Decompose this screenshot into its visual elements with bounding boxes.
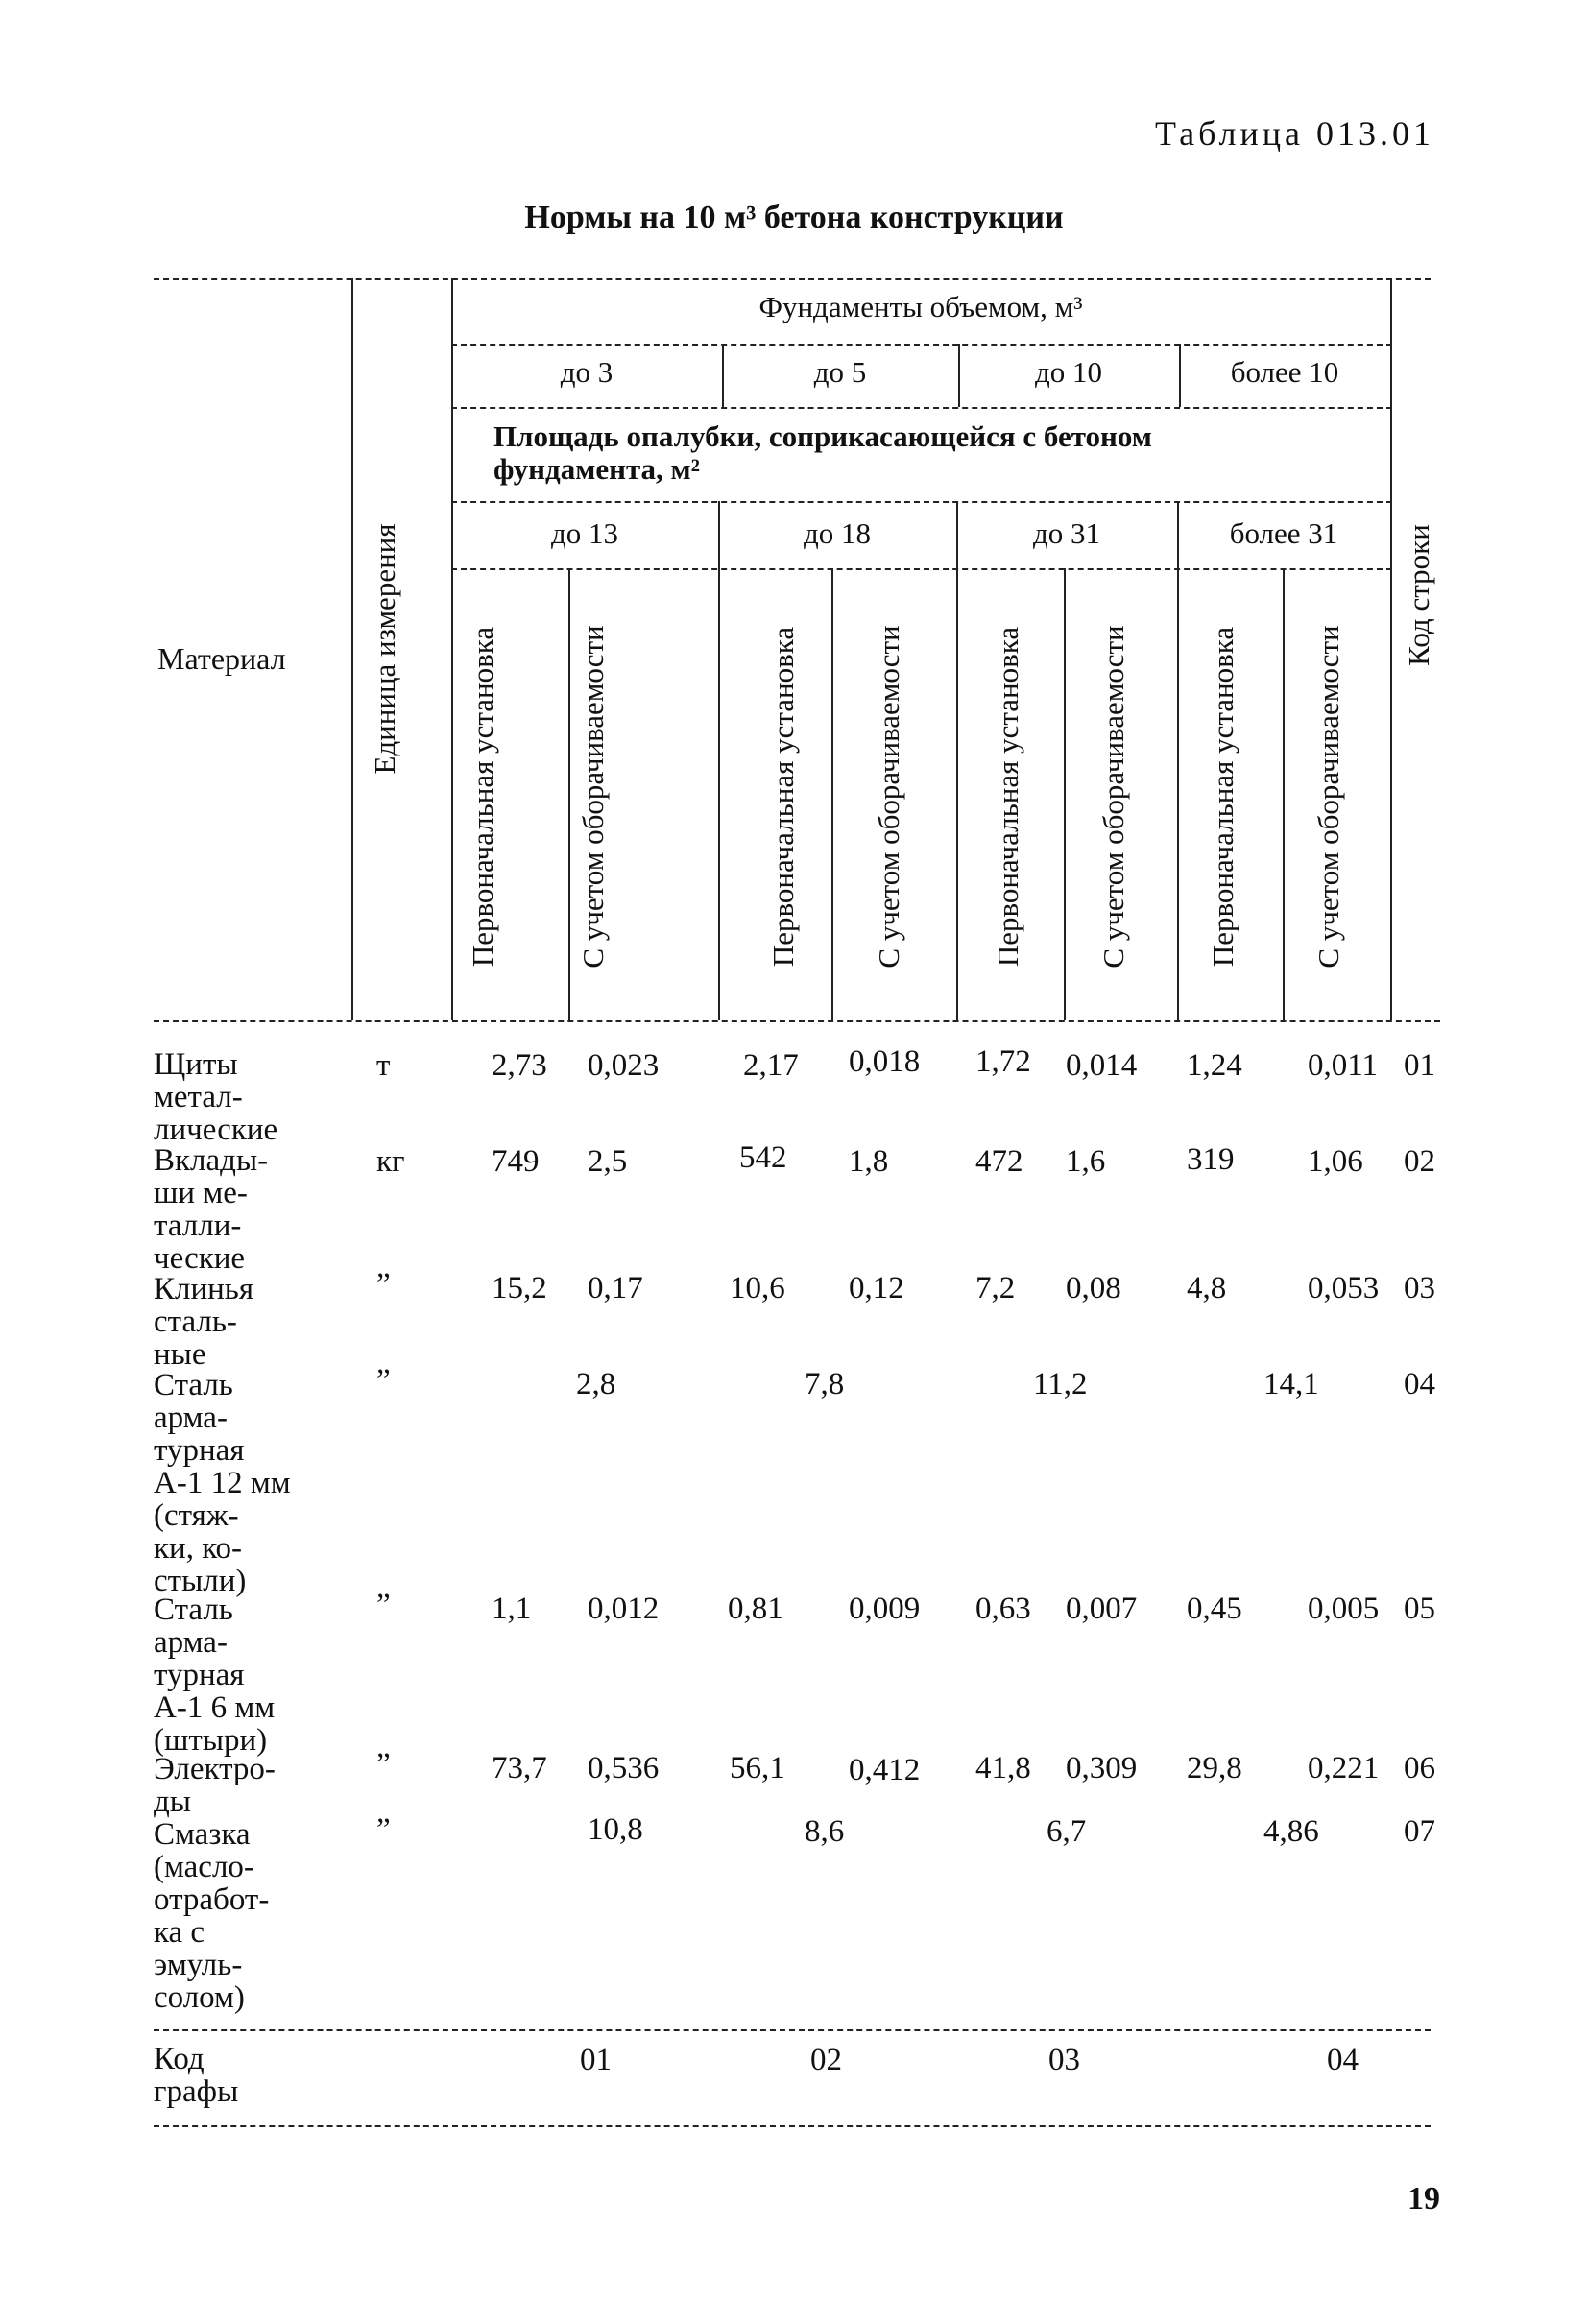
row-06-material: Электро- ды (154, 1752, 276, 1819)
col-sep-area-2 (956, 501, 958, 1020)
row-01-v2: 0,023 (588, 1048, 660, 1083)
row-01-material: Щиты метал- лические (154, 1047, 278, 1147)
row-05-v2: 0,012 (588, 1592, 660, 1626)
header-rule-area (451, 501, 1392, 503)
row-01-v7: 1,24 (1187, 1048, 1242, 1083)
col-sep-code (1390, 278, 1392, 1020)
header-area-group-line-2: фундамента, м² (493, 452, 700, 486)
row-07-merged-3: 6,7 (1047, 1814, 1087, 1849)
area-range-4: более 31 (1229, 516, 1338, 550)
row-05-v4: 0,009 (849, 1592, 921, 1626)
table-label: Таблица 013.01 (1155, 114, 1434, 153)
row-03-v8: 0,053 (1308, 1271, 1380, 1306)
row-07-merged-1: 10,8 (588, 1812, 643, 1847)
row-01-v3: 2,17 (743, 1048, 799, 1083)
row-01-v4: 0,018 (849, 1044, 921, 1079)
sub-turnover-3: С учетом оборачиваемости (1096, 625, 1130, 969)
row-01-code: 01 (1404, 1048, 1435, 1083)
footer-top-rule (154, 2029, 1431, 2031)
col-sep-sub-2 (831, 568, 833, 1020)
row-03-unit: ” (376, 1267, 391, 1302)
row-02-code: 02 (1404, 1144, 1435, 1179)
row-04-merged-3: 11,2 (1033, 1367, 1088, 1402)
row-06-v4: 0,412 (849, 1753, 921, 1787)
header-rule-volume-ranges (451, 407, 1392, 409)
row-04-code: 04 (1404, 1367, 1435, 1402)
row-01-unit: т (376, 1048, 391, 1083)
row-01-v1: 2,73 (492, 1048, 547, 1083)
col-sep-sub-3 (1064, 568, 1066, 1020)
row-06-v7: 29,8 (1187, 1751, 1242, 1785)
page-number: 19 (1408, 2181, 1440, 2216)
row-02-v3: 542 (739, 1140, 787, 1175)
row-02-v4: 1,8 (849, 1144, 889, 1179)
footer-code-3: 03 (1048, 2043, 1080, 2077)
row-06-v5: 41,8 (975, 1751, 1031, 1785)
row-07-code: 07 (1404, 1814, 1435, 1849)
row-01-v5: 1,72 (975, 1044, 1031, 1079)
footer-code-2: 02 (810, 2043, 842, 2077)
row-04-unit: ” (376, 1363, 391, 1398)
row-04-merged-4: 14,1 (1263, 1367, 1319, 1402)
row-07-merged-4: 4,86 (1263, 1814, 1319, 1849)
row-04-material: Сталь арма- турная А-1 12 мм (стяж- ки, ко- стыли) (154, 1368, 291, 1598)
row-05-v8: 0,005 (1308, 1592, 1380, 1626)
sub-first-2: Первоначальная установка (766, 626, 800, 968)
header-volume-group: Фундаменты объемом, м³ (758, 290, 1083, 323)
row-02-material: Вклады- ши ме- талли- ческие (154, 1143, 269, 1276)
row-06-v8: 0,221 (1308, 1751, 1380, 1785)
row-03-v7: 4,8 (1187, 1271, 1227, 1306)
row-07-material: Смазка (масло- отработ- ка с эмуль- солом) (154, 1817, 270, 2015)
row-05-v3: 0,81 (728, 1592, 783, 1626)
row-06-v1: 73,7 (492, 1751, 547, 1785)
row-07-unit: ” (376, 1812, 391, 1847)
row-02-v8: 1,06 (1308, 1144, 1363, 1179)
header-unit: Единица измерения (368, 523, 401, 775)
area-range-3: до 31 (1032, 516, 1101, 550)
footer-bottom-rule (154, 2125, 1431, 2127)
header-bottom-rule (154, 1020, 1440, 1022)
row-06-v6: 0,309 (1066, 1751, 1138, 1785)
sub-first-1: Первоначальная установка (466, 626, 499, 968)
col-sep-area-1 (718, 501, 720, 1020)
header-area-group-line-1: Площадь опалубки, соприкасающейся с бетоном (493, 419, 1152, 453)
row-02-v7: 319 (1187, 1142, 1235, 1177)
row-02-unit: кг (376, 1144, 405, 1179)
header-rule-area-ranges (451, 568, 1392, 570)
row-06-v3: 56,1 (730, 1751, 785, 1785)
row-02-v6: 1,6 (1066, 1144, 1106, 1179)
header-top-rule (154, 278, 1431, 280)
row-04-merged-1: 2,8 (576, 1367, 616, 1402)
row-03-material: Клинья сталь- ные (154, 1272, 254, 1372)
row-03-v1: 15,2 (492, 1271, 547, 1306)
col-sep-sub-1 (568, 568, 570, 1020)
footer-code-4: 04 (1327, 2043, 1359, 2077)
row-01-v6: 0,014 (1066, 1048, 1138, 1083)
row-02-v5: 472 (975, 1144, 1023, 1179)
row-05-material: Сталь арма- турная А-1 6 мм (штыри) (154, 1593, 276, 1758)
row-02-v2: 2,5 (588, 1144, 628, 1179)
area-range-2: до 18 (803, 516, 872, 550)
col-sep-material (351, 278, 353, 1020)
row-02-v1: 749 (492, 1144, 540, 1179)
volume-range-2: до 5 (813, 355, 867, 389)
sub-turnover-1: С учетом оборачиваемости (576, 625, 610, 969)
row-05-v6: 0,007 (1066, 1592, 1138, 1626)
row-06-unit: ” (376, 1747, 391, 1782)
page-title: Нормы на 10 м³ бетона конструкции (524, 200, 1064, 235)
row-01-v8: 0,011 (1308, 1048, 1379, 1083)
row-06-v2: 0,536 (588, 1751, 660, 1785)
row-05-unit: ” (376, 1588, 391, 1622)
footer-code-1: 01 (580, 2043, 612, 2077)
row-05-v7: 0,45 (1187, 1592, 1242, 1626)
row-06-code: 06 (1404, 1751, 1435, 1785)
header-rule-volume (451, 344, 1392, 346)
row-03-v5: 7,2 (975, 1271, 1016, 1306)
volume-range-3: до 10 (1034, 355, 1103, 389)
footer-label: Код графы (154, 2042, 239, 2109)
row-03-code: 03 (1404, 1271, 1435, 1306)
col-sep-sub-4 (1283, 568, 1285, 1020)
row-05-code: 05 (1404, 1592, 1435, 1626)
sub-turnover-2: С учетом оборачиваемости (872, 625, 905, 969)
row-03-v4: 0,12 (849, 1271, 904, 1306)
row-05-v5: 0,63 (975, 1592, 1031, 1626)
row-03-v2: 0,17 (588, 1271, 643, 1306)
row-04-merged-2: 7,8 (805, 1367, 845, 1402)
row-05-v1: 1,1 (492, 1592, 532, 1626)
col-sep-area-3 (1177, 501, 1179, 1020)
header-material: Материал (157, 641, 286, 676)
sub-first-4: Первоначальная установка (1206, 626, 1239, 968)
area-range-1: до 13 (550, 516, 619, 550)
row-03-v6: 0,08 (1066, 1271, 1121, 1306)
row-07-merged-2: 8,6 (805, 1814, 845, 1849)
volume-range-4: более 10 (1230, 355, 1339, 389)
header-code-row: Код строки (1402, 524, 1435, 666)
volume-range-1: до 3 (560, 355, 614, 389)
sub-turnover-4: С учетом оборачиваемости (1311, 625, 1345, 969)
row-03-v3: 10,6 (730, 1271, 785, 1306)
sub-first-3: Первоначальная установка (991, 626, 1024, 968)
